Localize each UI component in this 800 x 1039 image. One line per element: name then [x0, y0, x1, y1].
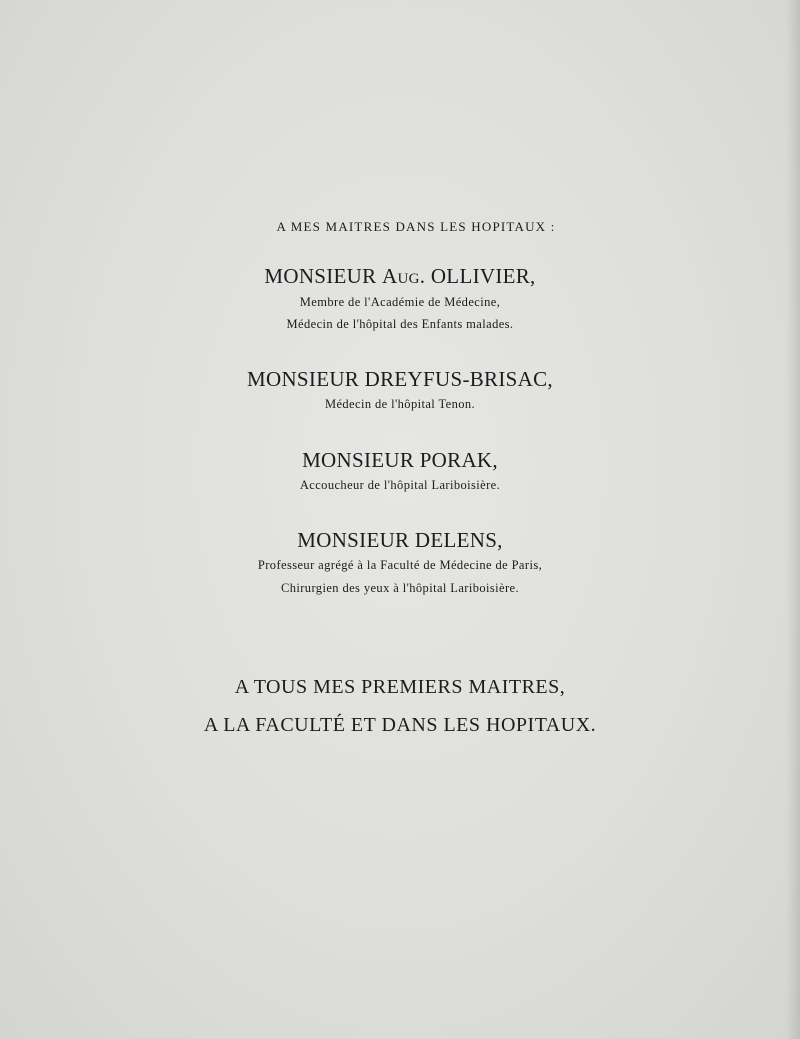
name-initial: Aug. — [382, 264, 426, 288]
name-prefix: MONSIEUR — [264, 264, 383, 288]
closing-line: A LA FACULTÉ ET DANS LES HOPITAUX. — [203, 714, 597, 736]
dedicatee-role: Accoucheur de l'hôpital Lariboisière. — [299, 478, 501, 492]
dedicatee-role: Professeur agrégé à la Faculté de Médecine de Paris, — [257, 558, 543, 572]
dedicatee-role: Médecin de l'hôpital Tenon. — [324, 397, 476, 411]
dedicatee-name-porak: MONSIEUR PORAK, — [302, 448, 498, 472]
closing-line: A TOUS MES PREMIERS MAITRES, — [234, 676, 566, 698]
name-rest: OLLIVIER, — [425, 264, 536, 288]
dedicatee-role: Chirurgien des yeux à l'hôpital Lariboisière. — [280, 581, 520, 595]
dedicatee-role: Membre de l'Académie de Médecine, — [299, 295, 501, 309]
dedicatee-role: Médecin de l'hôpital des Enfants malades. — [286, 317, 514, 331]
page-edge-shadow — [786, 0, 800, 1039]
dedicatee-name-delens: MONSIEUR DELENS, — [297, 528, 503, 552]
dedication-heading: A MES MAITRES DANS LES HOPITAUX : — [276, 219, 556, 234]
dedicatee-name-ollivier — [0, 264, 800, 289]
dedicatee-name-dreyfus-brisac: MONSIEUR DREYFUS-BRISAC, — [247, 367, 553, 391]
